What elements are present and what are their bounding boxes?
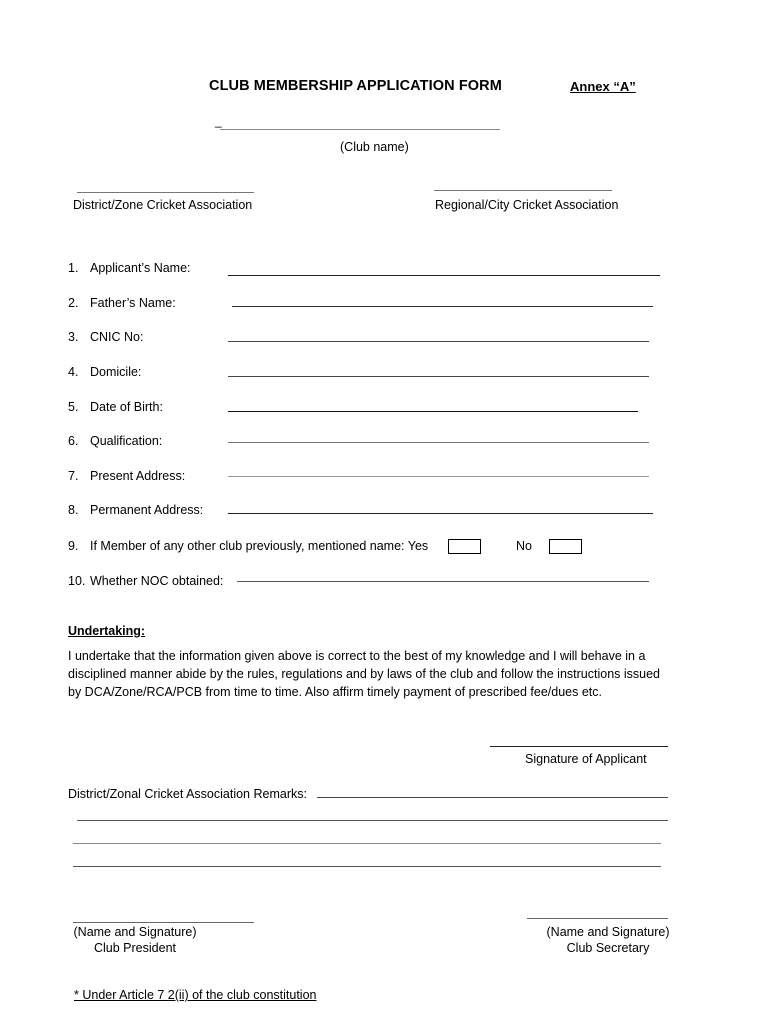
secretary-title: Club Secretary — [566, 941, 650, 955]
secretary-signature-line[interactable] — [527, 918, 668, 919]
father-name-label: Father’s Name: — [90, 296, 176, 310]
remarks-label: District/Zonal Cricket Association Remarks: — [68, 787, 307, 801]
field-number: 10. — [68, 574, 86, 588]
secretary-block — [546, 925, 670, 955]
undertaking-line: I undertake that the information given above is correct to the best of my knowledge and I will behave in a — [68, 649, 646, 663]
present-address-label: Present Address: — [90, 469, 186, 483]
previous-club-label: If Member of any other club previously, mentioned name: Yes — [90, 539, 429, 553]
no-checkbox[interactable] — [549, 539, 582, 554]
no-label: No — [516, 539, 532, 553]
secretary-name-signature: (Name and Signature) — [546, 925, 670, 939]
field-number: 5. — [68, 400, 79, 414]
father-name-field[interactable] — [232, 306, 653, 307]
applicant-name-label: Applicant’s Name: — [90, 261, 191, 275]
field-number: 3. — [68, 330, 79, 344]
footnote: * Under Article 7 2(ii) of the club constitution — [74, 988, 317, 1002]
president-block — [73, 925, 197, 955]
field-number: 8. — [68, 503, 79, 517]
field-number: 4. — [68, 365, 79, 379]
form-title: CLUB MEMBERSHIP APPLICATION FORM — [209, 78, 502, 94]
president-signature-line[interactable] — [73, 922, 254, 923]
club-name-dash: _ — [215, 114, 222, 128]
present-address-field[interactable] — [228, 476, 649, 477]
yes-checkbox[interactable] — [448, 539, 481, 554]
remarks-field-line[interactable] — [77, 820, 668, 821]
remarks-field-line[interactable] — [317, 797, 668, 798]
club-name-line[interactable] — [220, 129, 500, 130]
permanent-address-label: Permanent Address: — [90, 503, 204, 517]
annex-label: Annex “A” — [570, 79, 636, 94]
cnic-field[interactable] — [228, 341, 649, 342]
regional-assoc-line[interactable] — [434, 190, 612, 191]
field-number: 6. — [68, 434, 79, 448]
applicant-name-field[interactable] — [228, 275, 660, 276]
domicile-label: Domicile: — [90, 365, 142, 379]
district-assoc-label: District/Zone Cricket Association — [73, 198, 253, 212]
remarks-field-line[interactable] — [73, 866, 661, 867]
district-assoc-line[interactable] — [77, 192, 254, 193]
field-number: 9. — [68, 539, 79, 553]
undertaking-heading: Undertaking: — [68, 624, 146, 638]
club-name-caption: (Club name) — [340, 140, 409, 154]
noc-label: Whether NOC obtained: — [90, 574, 224, 588]
undertaking-line: disciplined manner abide by the rules, regulations and by laws of the club and follow the instructions issued — [68, 667, 661, 681]
undertaking-line: by DCA/Zone/RCA/PCB from time to time. Also affirm timely payment of prescribed fee/dues etc. — [68, 685, 602, 699]
field-number: 2. — [68, 296, 79, 310]
permanent-address-field[interactable] — [228, 513, 653, 514]
cnic-label: CNIC No: — [90, 330, 144, 344]
field-number: 7. — [68, 469, 79, 483]
qualification-field[interactable] — [228, 442, 649, 443]
qualification-label: Qualification: — [90, 434, 163, 448]
undertaking-text — [68, 647, 708, 701]
domicile-field[interactable] — [228, 376, 649, 377]
president-title: Club President — [94, 941, 176, 955]
date-of-birth-label: Date of Birth: — [90, 400, 163, 414]
regional-assoc-label: Regional/City Cricket Association — [435, 198, 619, 212]
field-number: 1. — [68, 261, 79, 275]
date-of-birth-field[interactable] — [228, 411, 638, 412]
applicant-signature-line[interactable] — [490, 746, 668, 747]
noc-field[interactable] — [237, 581, 649, 582]
president-name-signature: (Name and Signature) — [73, 925, 197, 939]
remarks-field-line[interactable] — [73, 843, 661, 844]
applicant-signature-label: Signature of Applicant — [525, 752, 647, 766]
